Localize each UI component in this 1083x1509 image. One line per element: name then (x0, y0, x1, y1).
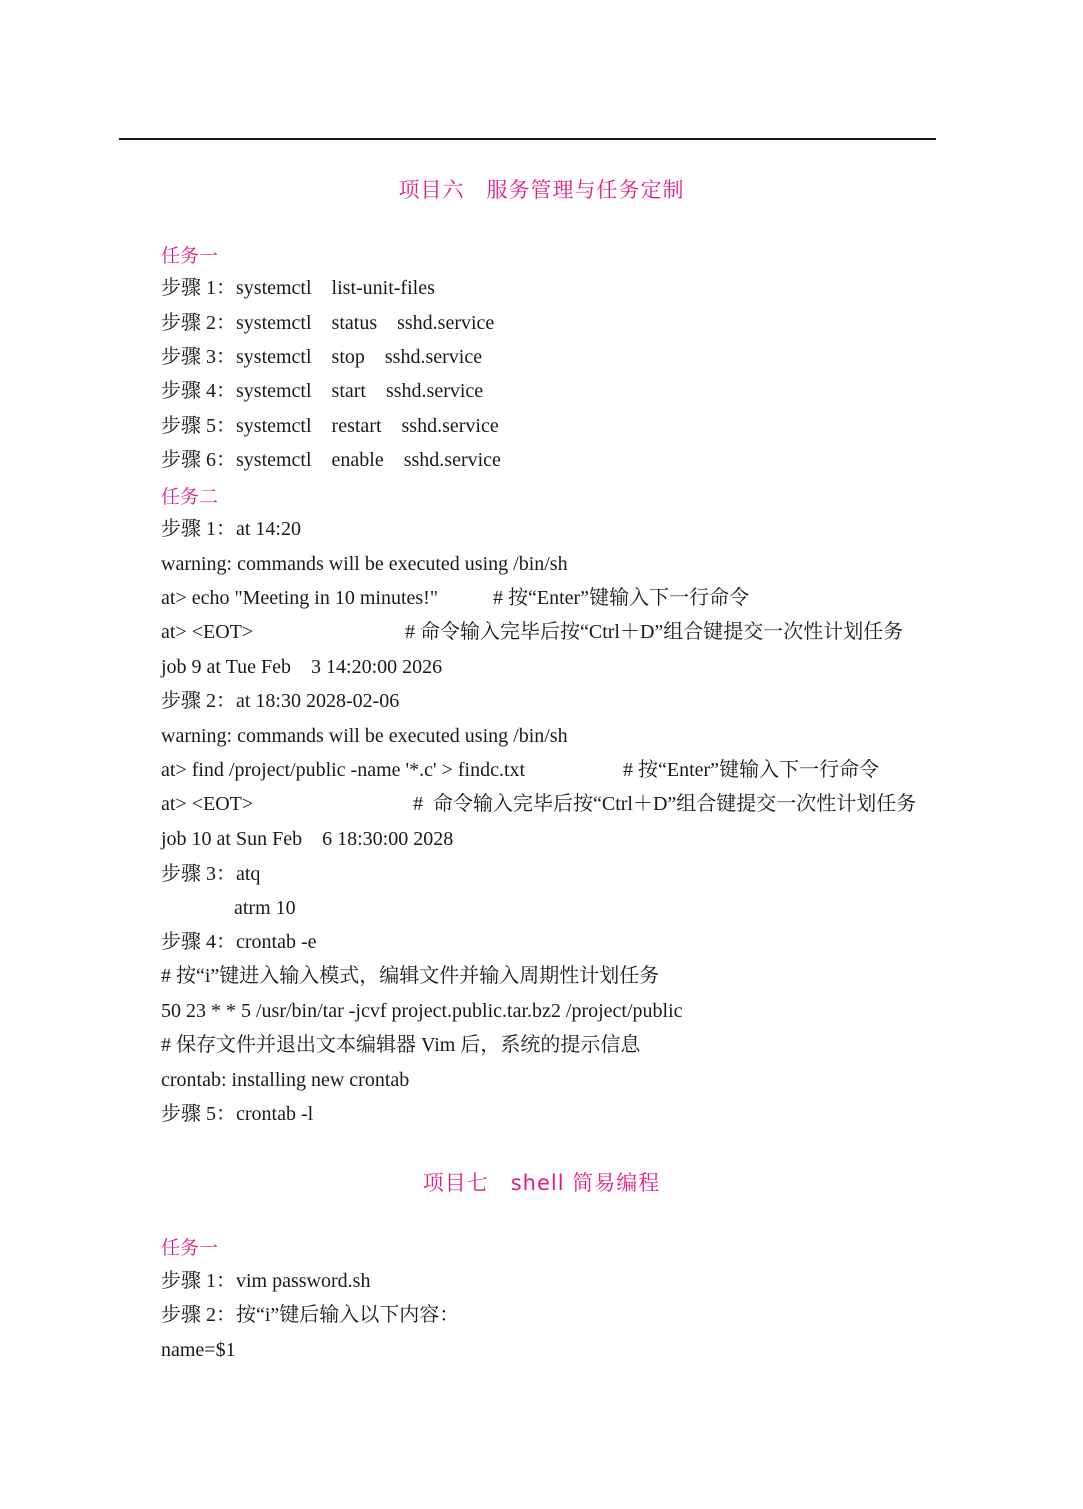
step-line: 步骤 5：systemctl restart sshd.service (161, 415, 499, 437)
comment-line: # 保存文件并退出文本编辑器 Vim 后，系统的提示信息 (161, 1034, 641, 1056)
comment-line: # 命令输入完毕后按“Ctrl＋D”组合键提交一次性计划任务 (413, 793, 917, 815)
comment-line: # 命令输入完毕后按“Ctrl＋D”组合键提交一次性计划任务 (405, 621, 904, 643)
comment-line: # 按“Enter”键输入下一行命令 (623, 759, 880, 781)
step-line: 步骤 3：atq (161, 863, 261, 885)
header-rule (119, 138, 936, 140)
step-line: 步骤 4：crontab -e (161, 931, 317, 953)
command-line: atrm 10 (234, 897, 296, 919)
task-heading: 任务二 (161, 486, 219, 508)
command-line: name=$1 (161, 1339, 236, 1361)
step-line: 步骤 1：systemctl list-unit-files (161, 277, 435, 299)
command-line: at> find /project/public -name '*.c' > findc.txt (161, 759, 526, 781)
step-line: 步骤 2：systemctl status sshd.service (161, 312, 495, 334)
output-line: job 9 at Tue Feb 3 14:20:00 2026 (161, 656, 443, 678)
project-6-title: 项目六 服务管理与任务定制 (398, 178, 685, 202)
output-line: warning: commands will be executed using /bin/sh (161, 553, 568, 575)
step-line: 步骤 1：at 14:20 (161, 518, 301, 540)
command-line: at> <EOT> (161, 621, 254, 643)
project-7-title: 项目七 shell 简易编程 (422, 1171, 661, 1195)
comment-line: # 按“Enter”键输入下一行命令 (493, 587, 750, 609)
command-line: at> <EOT> (161, 793, 254, 815)
step-line: 步骤 2：按“i”键后输入以下内容： (161, 1304, 460, 1326)
task-heading: 任务一 (161, 1237, 219, 1259)
output-line: warning: commands will be executed using /bin/sh (161, 725, 568, 747)
command-line: at> echo "Meeting in 10 minutes!" (161, 587, 438, 609)
step-line: 步骤 4：systemctl start sshd.service (161, 380, 484, 402)
command-line: 50 23 * * 5 /usr/bin/tar -jcvf project.public.tar.bz2 /project/public (161, 1000, 683, 1022)
comment-line: # 按“i”键进入输入模式，编辑文件并输入周期性计划任务 (161, 965, 660, 987)
step-line: 步骤 1：vim password.sh (161, 1270, 371, 1292)
step-line: 步骤 6：systemctl enable sshd.service (161, 449, 501, 471)
output-line: crontab: installing new crontab (161, 1069, 410, 1091)
step-line: 步骤 2：at 18:30 2028-02-06 (161, 690, 400, 712)
task-heading: 任务一 (161, 245, 219, 267)
step-line: 步骤 5：crontab -l (161, 1103, 314, 1125)
output-line: job 10 at Sun Feb 6 18:30:00 2028 (161, 828, 454, 850)
step-line: 步骤 3：systemctl stop sshd.service (161, 346, 483, 368)
